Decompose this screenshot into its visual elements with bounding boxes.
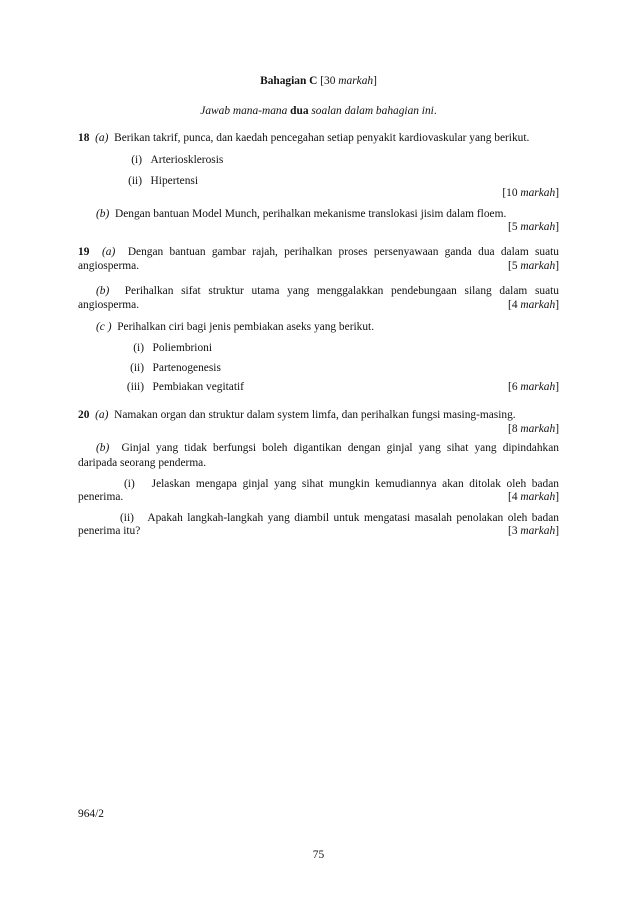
paper-code: 964/2 xyxy=(78,808,104,820)
q19-b-marks: [4 markah] xyxy=(508,299,559,311)
q18-a-marks: [10 markah] xyxy=(502,187,559,199)
section-instruction: Jawab mana-mana dua soalan dalam bahagian ini. xyxy=(200,105,437,117)
q19-a-marks: [5 markah] xyxy=(508,260,559,272)
q20-b-i-line1: (i) Jelaskan mengapa ginjal yang sihat mungkin kemudiannya akan ditolak oleh badan xyxy=(124,478,559,490)
q20-b-i-line2: penerima. [4 markah] xyxy=(78,490,559,506)
q20-b-ii-line2: penerima itu? [3 markah] xyxy=(78,524,559,540)
q20-b-line1: (b) Ginjal yang tidak berfungsi boleh digantikan dengan ginjal yang sihat yang dipindahkan xyxy=(96,442,559,454)
q19-c-iii: (iii) Pembiakan vegitatif [6 markah] xyxy=(78,380,559,396)
page-number: 75 xyxy=(312,849,325,861)
q19-b-line2: angiosperma. [4 markah] xyxy=(78,298,559,314)
q19-c-i: (i) Poliembrioni xyxy=(133,342,213,354)
section-title: Bahagian C [30 markah] xyxy=(260,75,377,87)
q20-b-ii-line1: (ii) Apakah langkah-langkah yang diambil untuk mengatasi masalah penolakan oleh badan xyxy=(120,512,559,524)
q19-b-line1: (b) Perihalkan sifat struktur utama yang menggalakkan pendebungaan silang dalam suatu xyxy=(96,285,559,297)
q18-b: (b) Dengan bantuan Model Munch, perihalkan mekanisme translokasi jisim dalam floem. xyxy=(96,208,507,220)
q20-b-line2: daripada seorang penderma. xyxy=(78,457,207,469)
q19-c-marks: [6 markah] xyxy=(508,381,559,393)
q19-a-line2: angiosperma. [5 markah] xyxy=(78,259,559,275)
q19-c: (c ) Perihalkan ciri bagi jenis pembiakan aseks yang berikut. xyxy=(96,321,375,333)
q20-b-ii-marks: [3 markah] xyxy=(508,525,559,537)
q18-a-i: (i) Arteriosklerosis xyxy=(131,154,224,166)
q18-a-ii: (ii) Hipertensi xyxy=(128,175,198,187)
q19-a-line1: 19 (a) Dengan bantuan gambar rajah, perihalkan proses persenyawaan ganda dua dalam suatu xyxy=(78,246,560,258)
q20-b-i-marks: [4 markah] xyxy=(508,491,559,503)
q19-c-ii: (ii) Partenogenesis xyxy=(130,362,221,374)
q18-b-marks: [5 markah] xyxy=(508,221,559,233)
q20-a: 20 (a) Namakan organ dan struktur dalam system limfa, dan perihalkan fungsi masing-masing. xyxy=(78,409,516,421)
q18-a: 18 (a) Berikan takrif, punca, dan kaedah pencegahan setiap penyakit kardiovaskular yang berikut. xyxy=(78,132,530,144)
q20-a-marks: [8 markah] xyxy=(508,423,559,435)
